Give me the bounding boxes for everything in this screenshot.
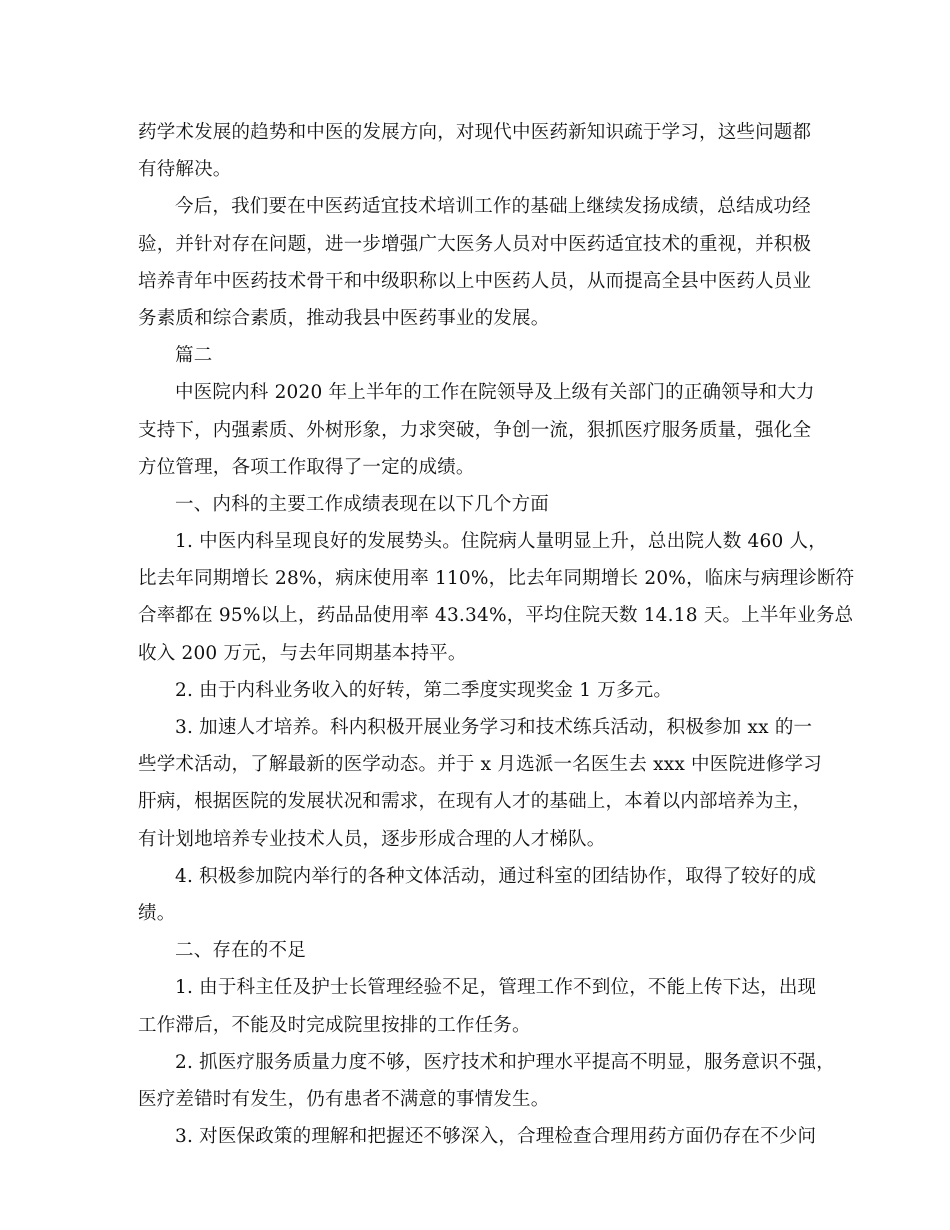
- text-line: 验，并针对存在问题，进一步增强广大医务人员对中医药适宜技术的重视，并积极: [138, 233, 812, 255]
- text-line: 工作滞后，不能及时完成院里按排的工作任务。: [138, 1014, 531, 1036]
- text-line: 3. 加速人才培养。科内积极开展业务学习和技术练兵活动，积极参加 xx 的一: [175, 717, 813, 738]
- text-line: 4. 积极参加院内举行的各种文体活动，通过科室的团结协作，取得了较好的成: [175, 865, 817, 887]
- text-line: 3. 对医保政策的理解和把握还不够深入，合理检查合理用药方面仍存在不少问: [175, 1126, 817, 1148]
- text-line: 今后，我们要在中医药适宜技术培训工作的基础上继续发扬成绩，总结成功经: [175, 196, 811, 218]
- text-line: 中医院内科 2020 年上半年的工作在院领导及上级有关部门的正确领导和大力: [175, 382, 815, 404]
- section-heading: 二、存在的不足: [175, 940, 306, 962]
- section-heading: 篇二: [175, 345, 213, 367]
- text-line: 方位管理，各项工作取得了一定的成绩。: [138, 456, 475, 478]
- text-line: 2. 由于内科业务收入的好转，第二季度实现奖金 1 万多元。: [175, 679, 673, 701]
- text-line: 医疗差错时有发生，仍有患者不满意的事情发生。: [138, 1088, 550, 1110]
- text-line: 收入 200 万元，与去年同期基本持平。: [138, 642, 467, 664]
- text-line: 培养青年中医药技术骨干和中级职称以上中医药人员，从而提高全县中医药人员业: [138, 270, 812, 292]
- text-line: 有待解决。: [138, 159, 232, 181]
- text-line: 绩。: [138, 902, 176, 924]
- text-line: 药学术发展的趋势和中医的发展方向，对现代中医药新知识疏于学习，这些问题都: [138, 122, 812, 143]
- text-line: 有计划地培养专业技术人员，逐步形成合理的人才梯队。: [138, 828, 606, 850]
- text-line: 比去年同期增长 28%，病床使用率 110%，比去年同期增长 20%，临床与病理诊断符: [138, 568, 855, 590]
- text-line: 1. 中医内科呈现良好的发展势头。住院病人量明显上升，总出院人数 460 人，: [175, 531, 827, 553]
- document-body: [138, 114, 855, 1155]
- text-line: 2. 抓医疗服务质量力度不够，医疗技术和护理水平提高不明显，服务意识不强，: [175, 1051, 835, 1073]
- text-line: 肝病，根据医院的发展状况和需求，在现有人才的基础上，本着以内部培养为主，: [138, 791, 812, 813]
- text-line: 支持下，内强素质、外树形象，力求突破，争创一流，狠抓医疗服务质量，强化全: [138, 419, 812, 441]
- text-line: 些学术活动，了解最新的医学动态。并于 x 月选派一名医生去 xxx 中医院进修学习: [138, 754, 822, 776]
- text-line: 合率都在 95%以上，药品品使用率 43.34%，平均住院天数 14.18 天。上半年业务总: [138, 605, 854, 627]
- text-line: 务素质和综合素质，推动我县中医药事业的发展。: [138, 307, 550, 329]
- text-line: 1. 由于科主任及护士长管理经验不足，管理工作不到位，不能上传下达，出现: [175, 977, 817, 999]
- section-heading: 一、内科的主要工作成绩表现在以下几个方面: [175, 493, 550, 515]
